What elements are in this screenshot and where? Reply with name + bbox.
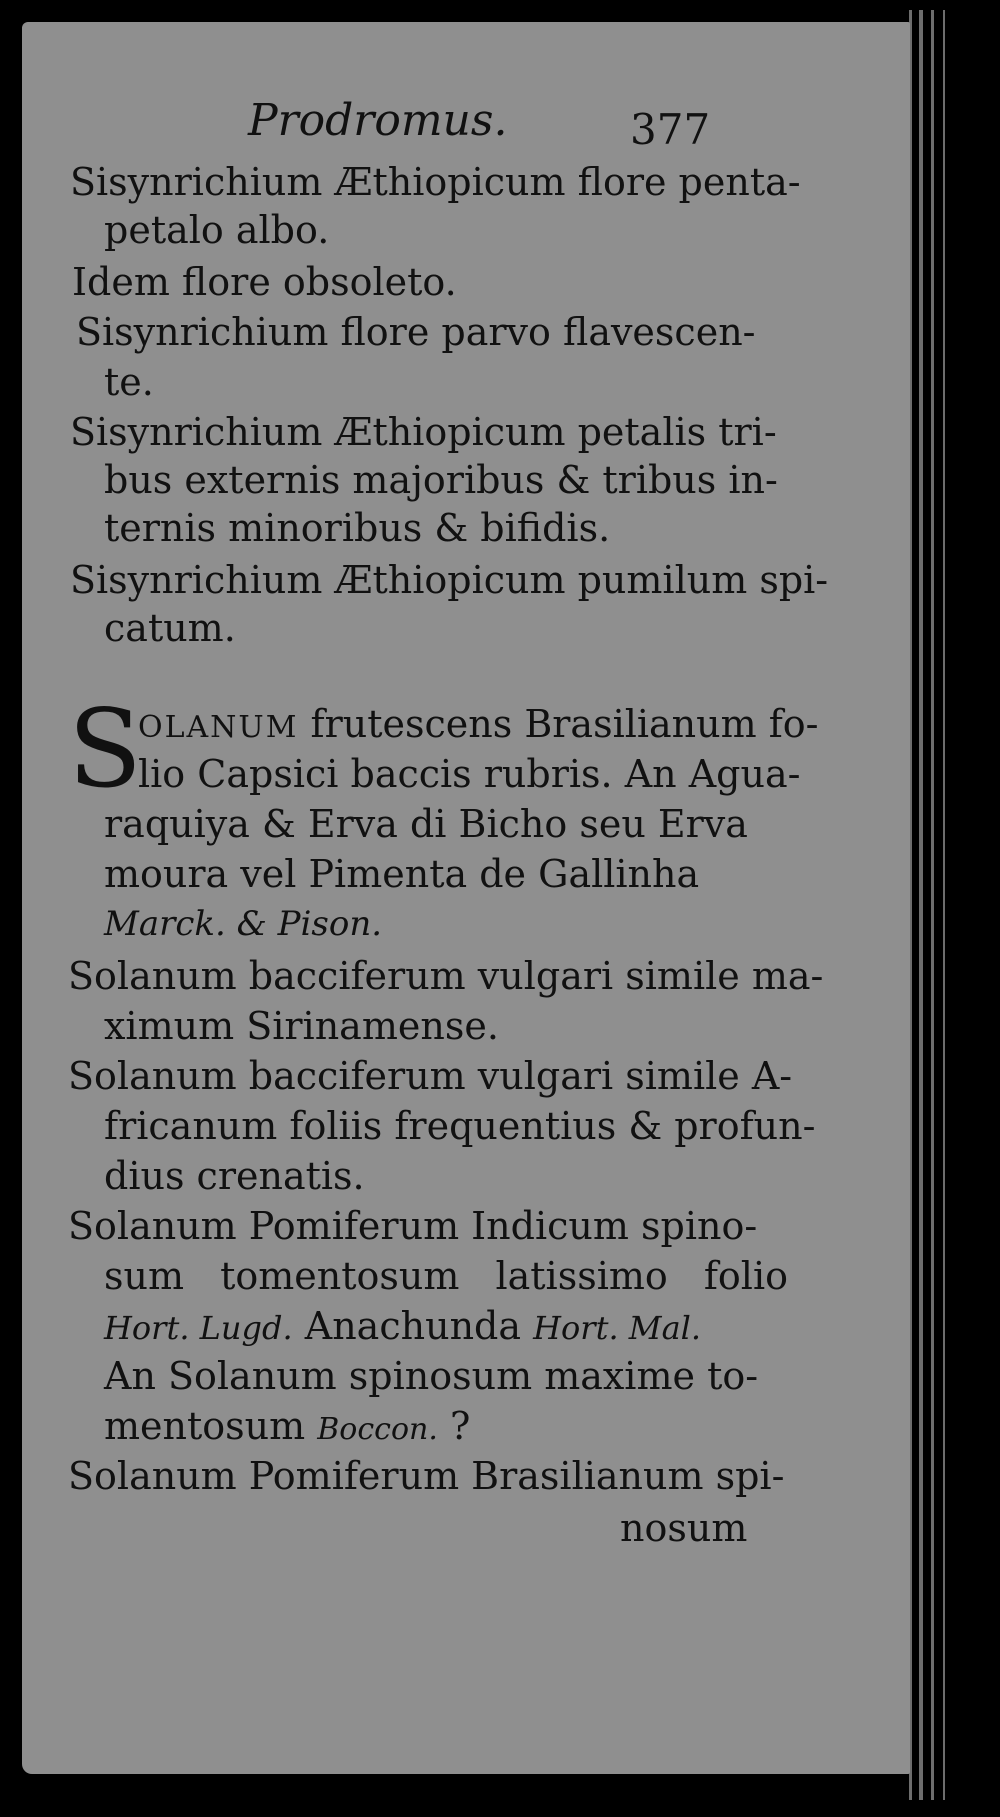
page-number: 377	[630, 105, 711, 154]
page-edges	[905, 10, 965, 1800]
text-line: fricanum foliis frequentius & profun-	[104, 1104, 816, 1148]
text-line: Marck. & Pison.	[104, 904, 383, 944]
reference: Hort. Mal.	[533, 1309, 702, 1347]
catchword: nosum	[620, 1506, 748, 1550]
reference: Boccon.	[317, 1412, 438, 1447]
running-header: Prodromus.	[248, 95, 508, 146]
text-line: Solanum bacciferum vulgari simile A-	[68, 1054, 793, 1098]
text-line: petalo albo.	[104, 208, 330, 252]
text-line: Sisynrichium Æthiopicum pumilum spi-	[70, 558, 829, 602]
text-line: ximum Sirinamense.	[104, 1004, 499, 1048]
text-line: Idem flore obsoleto.	[72, 260, 457, 304]
text-fragment: ?	[449, 1404, 471, 1448]
text-line: Sisynrichium flore parvo flavescen-	[76, 310, 756, 354]
text-line: dius crenatis.	[104, 1154, 365, 1198]
text-line: raquiya & Erva di Bicho seu Erva	[104, 802, 748, 846]
text-line	[104, 1402, 470, 1454]
text-fragment: frutescens Brasilianum fo-	[310, 702, 819, 746]
text-line: ternis minoribus & bifidis.	[104, 506, 611, 550]
text-line: Solanum Pomiferum Indicum spino-	[68, 1204, 758, 1248]
text-line: Solanum bacciferum vulgari simile ma-	[68, 954, 824, 998]
small-caps-word: OLANUM	[138, 710, 299, 745]
text-line: An Solanum spinosum maxime to-	[104, 1354, 759, 1398]
text-line: Sisynrichium Æthiopicum flore penta-	[70, 160, 801, 204]
text-line: lio Capsici baccis rubris. An Agua-	[138, 752, 801, 796]
text-line: te.	[104, 360, 154, 404]
text-line: moura vel Pimenta de Gallinha	[104, 852, 700, 896]
drop-cap: S	[68, 687, 142, 812]
text-fragment: Anachunda	[304, 1304, 522, 1348]
text-line	[104, 1302, 701, 1352]
text-line	[138, 700, 819, 752]
text-line: sum tomentosum latissimo folio	[104, 1254, 788, 1298]
reference: Hort. Lugd.	[104, 1309, 293, 1347]
text-line: Solanum Pomiferum Brasilianum spi-	[68, 1454, 785, 1498]
text-line: catum.	[104, 606, 236, 650]
text-line: bus externis majoribus & tribus in-	[104, 458, 778, 502]
text-line: Sisynrichium Æthiopicum petalis tri-	[70, 410, 777, 454]
text-fragment: mentosum	[104, 1404, 306, 1448]
